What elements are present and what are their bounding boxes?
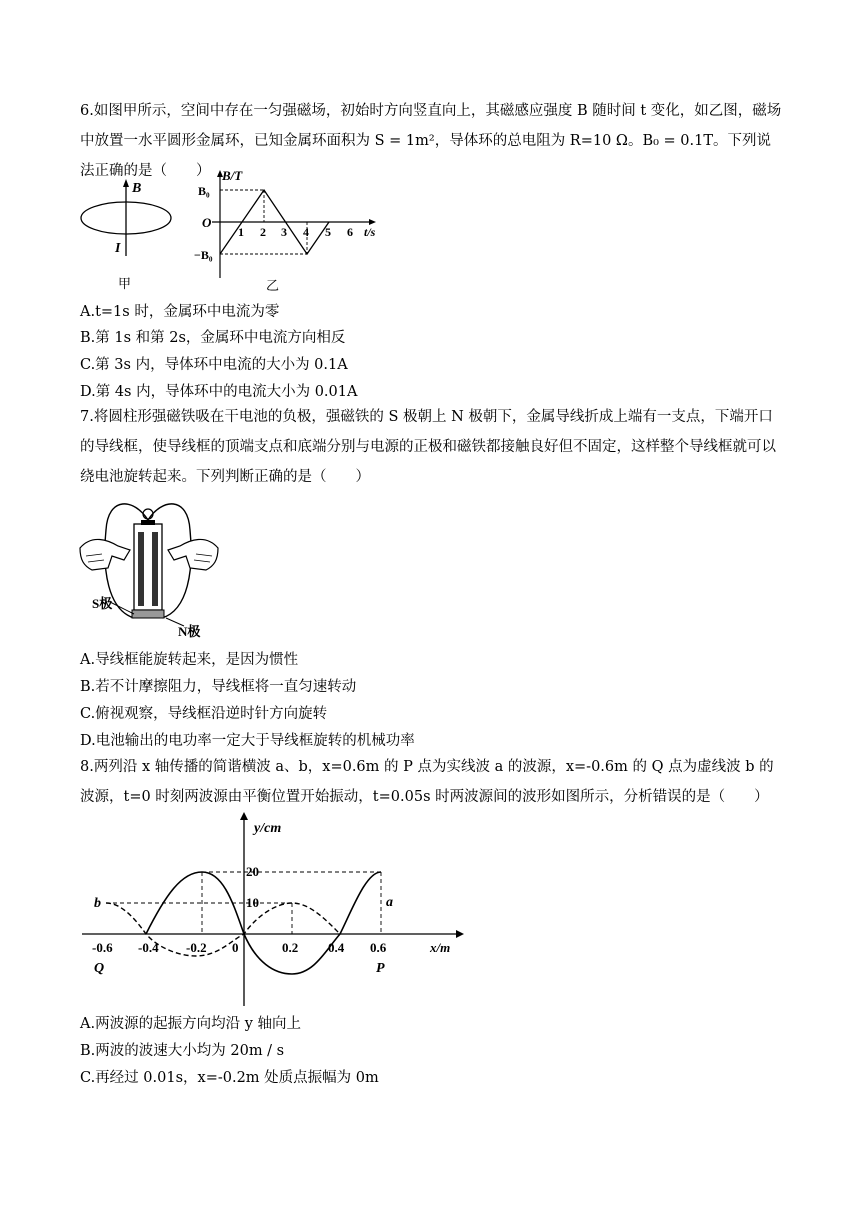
tick-neg-0-2: -0.2: [186, 940, 207, 955]
tick-4: 4: [303, 225, 309, 239]
q6-option-a: A.t=1s 时，金属环中电流为零: [80, 304, 280, 320]
q7-option-c: C.俯视观察，导线框沿逆时针方向旋转: [80, 706, 328, 722]
q8-wave-figure: [78, 810, 470, 1010]
label-n-pole: N极: [178, 624, 201, 639]
q6-option-d: D.第 4s 内，导体环中的电流大小为 0.01A: [80, 384, 358, 400]
tick-6: 6: [347, 225, 353, 239]
magnet: [132, 610, 164, 618]
q8-option-b: B.两波的波速大小均为 20m / s: [80, 1043, 285, 1059]
label-p: P: [376, 961, 385, 976]
caption-jia: 甲: [118, 276, 132, 291]
label-y20: 20: [246, 864, 259, 879]
tick-1: 1: [238, 225, 244, 239]
q8-option-c: C.再经过 0.01s，x=-0.2m 处质点振幅为 0m: [80, 1070, 379, 1086]
q7-battery-figure: [78, 490, 220, 640]
tick-2: 2: [260, 225, 266, 239]
xlabel: x/m: [430, 940, 451, 955]
q7-stem: 7.将圆柱形强磁铁吸在干电池的负极，强磁铁的 S 极朝上 N 极朝下，金属导线折成上端有一支点，下端开口的导线框，使导线框的顶端支点和底端分别与电源的正极和磁铁都接触良好但不固定，这样整个导线框就可以绕电池旋转起来。下列判断正确的是（ ）: [80, 409, 776, 485]
q7-option-a: A.导线框能旋转起来，是因为惯性: [80, 652, 299, 668]
ylabel: B/T: [222, 168, 243, 183]
tick-neg-0-6: -0.6: [92, 940, 113, 955]
q8-option-a: A.两波源的起振方向均沿 y 轴向上: [80, 1016, 301, 1032]
label-q: Q: [94, 961, 105, 976]
right-hand: [168, 539, 218, 570]
q6-figure-yi: [192, 168, 392, 296]
tick-neg-0-4: -0.4: [138, 940, 159, 955]
label-i: I: [115, 241, 121, 256]
label-b: B: [132, 181, 142, 196]
q6-figure-jia: [78, 176, 178, 294]
tick-0-4: 0.4: [328, 940, 345, 955]
b-arrow-head: [123, 179, 129, 187]
label-s-pole: S极: [92, 596, 113, 611]
q7-option-b: B.若不计摩擦阻力，导线框将一直匀速转动: [80, 679, 357, 695]
tick-0: 0: [232, 940, 239, 955]
left-hand: [80, 539, 130, 570]
caption-yi: 乙: [266, 278, 280, 293]
tick-0-2: 0.2: [282, 940, 299, 955]
ylabel: y/cm: [254, 821, 282, 836]
label-b0: B₀: [198, 184, 210, 198]
label-neg-b0: −B₀: [194, 248, 213, 262]
q6-option-b: B.第 1s 和第 2s，金属环中电流方向相反: [80, 330, 346, 346]
wave-a-solid: [146, 872, 381, 974]
q6-option-c: C.第 3s 内，导体环中电流的大小为 0.1A: [80, 357, 348, 373]
label-y10: 10: [246, 895, 259, 910]
label-a: a: [386, 895, 393, 910]
tick-3: 3: [281, 225, 287, 239]
xlabel: t/s: [364, 225, 376, 239]
label-origin: O: [202, 215, 212, 230]
label-b: b: [94, 896, 101, 911]
tick-0-6: 0.6: [370, 940, 387, 955]
q7-option-d: D.电池输出的电功率一定大于导线框旋转的机械功率: [80, 733, 415, 749]
q8-stem: 8.两列沿 x 轴传播的简谐横波 a、b，x=0.6m 的 P 点为实线波 a 的波源，x=-0.6m 的 Q 点为虚线波 b 的波源，t=0 时刻两波源由平衡位置开始振动，t=0.05s 时两波源间的波形如图所示，分析错误的是（ ）: [80, 759, 774, 805]
tick-5: 5: [325, 225, 331, 239]
q6-stem: 6.如图甲所示，空间中存在一匀强磁场，初始时方向竖直向上，其磁感应强度 B 随时间 t 变化，如乙图，磁场中放置一水平圆形金属环，已知金属环面积为 S = 1m²，导体环的总电阻为 R=10 Ω。B₀ = 0.1T。下列说法正确的是（ ）: [80, 103, 782, 179]
